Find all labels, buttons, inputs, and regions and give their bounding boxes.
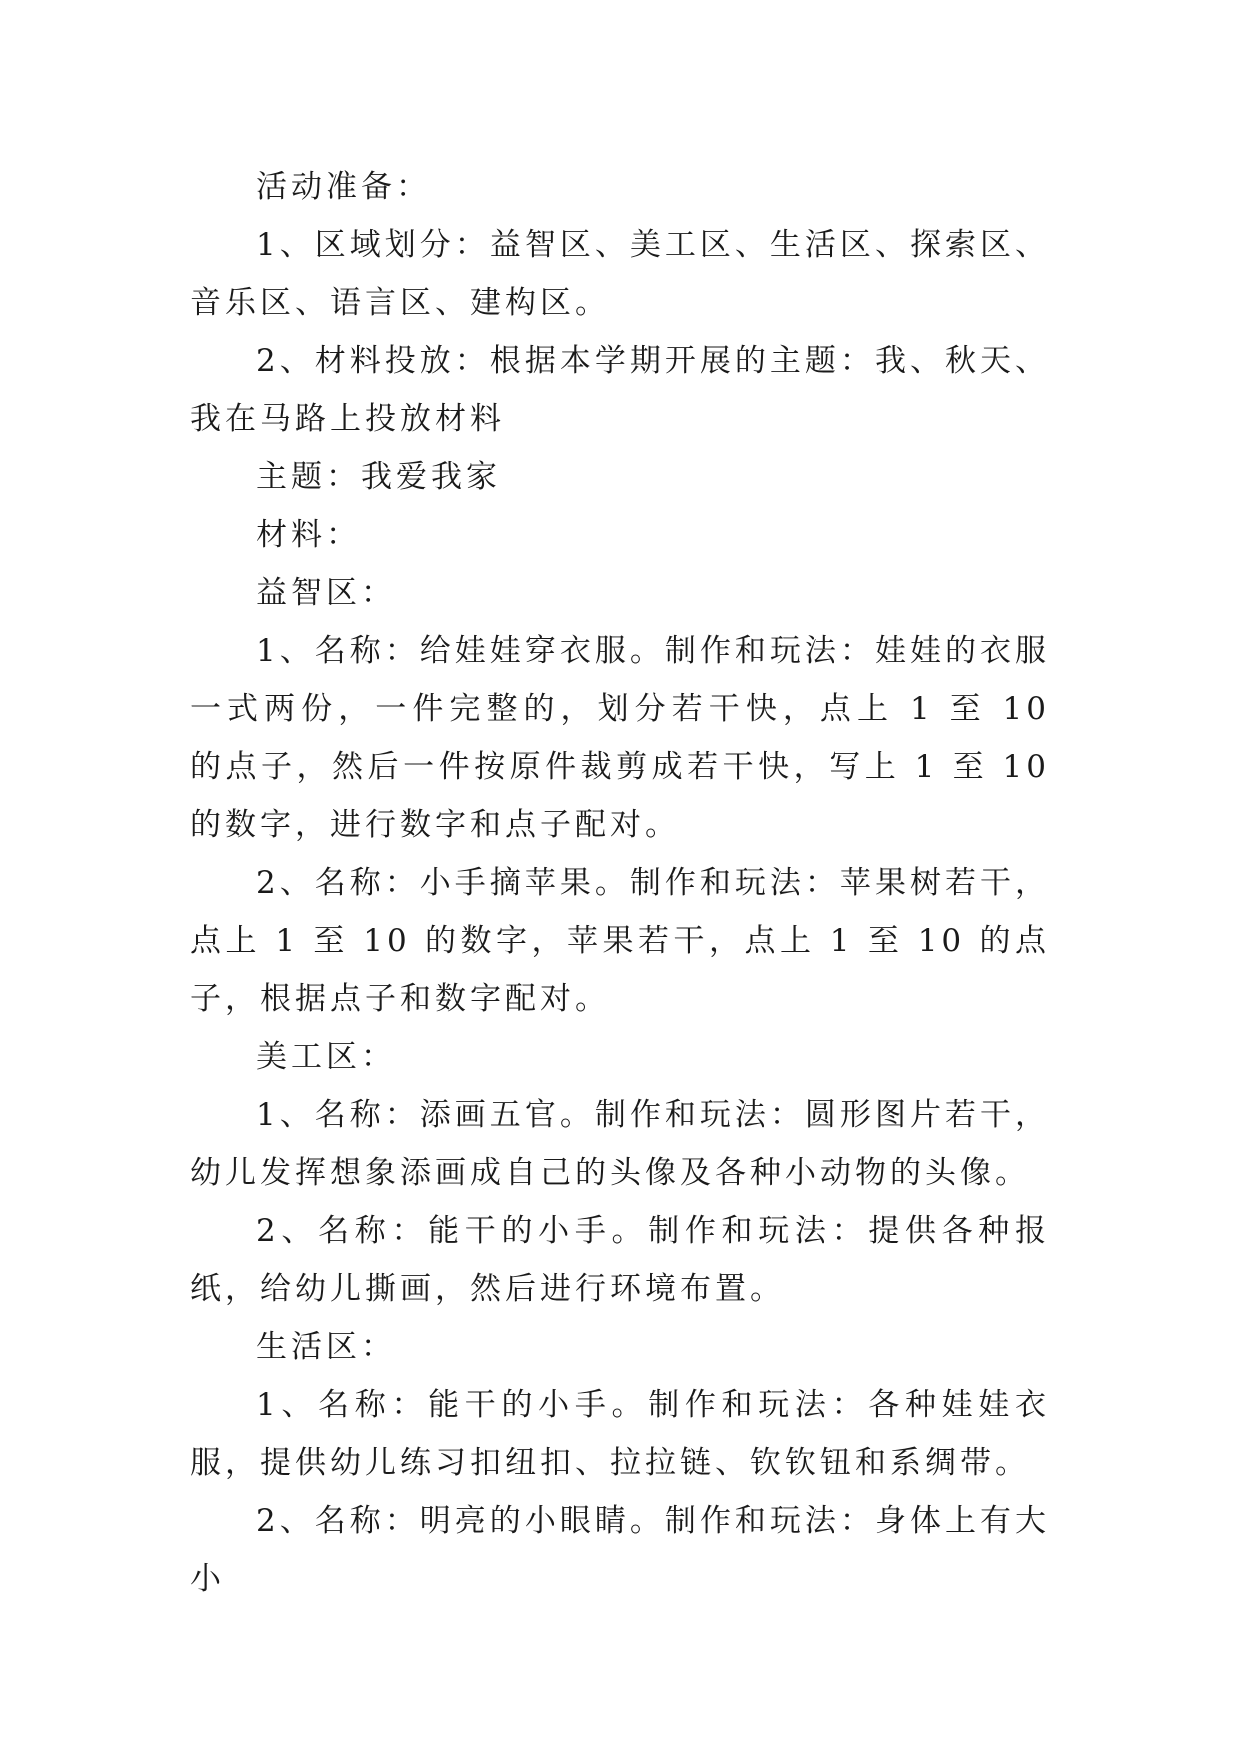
heading-life-area: 生活区：: [256, 1329, 396, 1365]
paragraph-theme: 主题：我爱我家: [256, 459, 501, 495]
paragraph-life-item-1: 1、名称：能干的小手。制作和玩法：各种娃娃衣服，提供幼儿练习扣纽扣、拉拉链、钦钦钮和系绸带。: [190, 1387, 1050, 1481]
heading-art-area: 美工区：: [256, 1039, 396, 1075]
heading-activity-preparation: 活动准备：: [256, 169, 431, 205]
paragraph-art-item-2: 2、名称：能干的小手。制作和玩法：提供各种报纸，给幼儿撕画，然后进行环境布置。: [190, 1213, 1050, 1307]
paragraph-life-item-2: 2、名称：明亮的小眼睛。制作和玩法：身体上有大小: [190, 1503, 1050, 1597]
paragraph-material-placement: 2、材料投放：根据本学期开展的主题：我、秋天、我在马路上投放材料: [190, 343, 1050, 437]
paragraph-art-item-1: 1、名称：添画五官。制作和玩法：圆形图片若干，幼儿发挥想象添画成自己的头像及各种小动物的头像。: [190, 1097, 1050, 1191]
document-body: [190, 158, 1064, 1608]
paragraph-area-division: 1、区域划分：益智区、美工区、生活区、探索区、音乐区、语言区、建构区。: [190, 227, 1050, 321]
heading-puzzle-area: 益智区：: [256, 575, 396, 611]
paragraph-puzzle-item-2: 2、名称：小手摘苹果。制作和玩法：苹果树若干，点上 1 至 10 的数字，苹果若干，点上 1 至 10 的点子，根据点子和数字配对。: [190, 865, 1050, 1017]
heading-materials: 材料：: [256, 517, 361, 553]
paragraph-puzzle-item-1: 1、名称：给娃娃穿衣服。制作和玩法：娃娃的衣服一式两份，一件完整的，划分若干快，点上 1 至 10 的点子，然后一件按原件裁剪成若干快，写上 1 至 10 的数字，进行数字和点子配对。: [190, 633, 1064, 843]
